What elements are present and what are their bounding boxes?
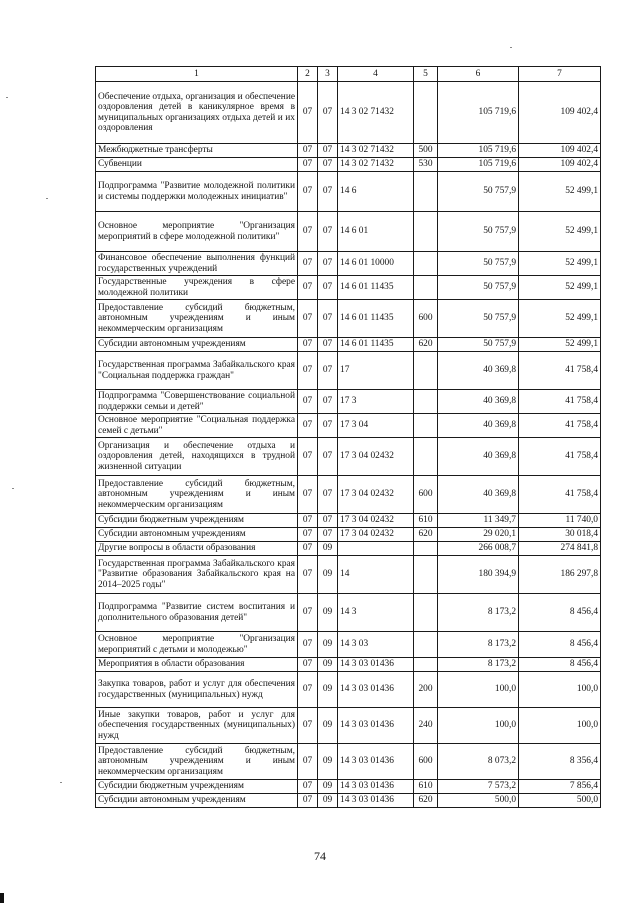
amount-year-2: 100,0: [519, 708, 601, 744]
row-name: Субсидии автономным учреждениям: [96, 528, 298, 542]
amount-year-2: 8 456,4: [519, 632, 601, 658]
amount-year-2: 109 402,4: [519, 158, 601, 172]
target-article-code: 17 3 04: [338, 414, 414, 438]
amount-year-2: 41 758,4: [519, 390, 601, 414]
subsection-code: 07: [318, 252, 338, 276]
column-header: 4: [338, 67, 414, 82]
table-row: [96, 414, 601, 438]
table-row: [96, 780, 601, 794]
expense-type-code: [414, 212, 438, 252]
target-article-code: 14 3 03 01436: [338, 780, 414, 794]
row-name: Государственная программа Забайкальского края "Развитие образования Забайкальского края на 2014–2025 годы": [96, 556, 298, 594]
table-row: [96, 300, 601, 338]
target-article-code: 14 3 03 01436: [338, 794, 414, 808]
amount-year-1: 8 173,2: [438, 594, 519, 632]
section-code: 07: [298, 438, 318, 476]
row-name: Субсидии бюджетным учреждениям: [96, 514, 298, 528]
amount-year-1: 50 757,9: [438, 252, 519, 276]
column-header: 2: [298, 67, 318, 82]
amount-year-2: 11 740,0: [519, 514, 601, 528]
amount-year-1: 11 349,7: [438, 514, 519, 528]
section-code: 07: [298, 276, 318, 300]
subsection-code: 07: [318, 172, 338, 212]
amount-year-1: 40 369,8: [438, 390, 519, 414]
amount-year-1: 8 173,2: [438, 658, 519, 672]
amount-year-1: 40 369,8: [438, 414, 519, 438]
amount-year-1: 8 173,2: [438, 632, 519, 658]
amount-year-2: 41 758,4: [519, 476, 601, 514]
section-code: 07: [298, 158, 318, 172]
table-row: [96, 352, 601, 390]
table-row: [96, 276, 601, 300]
row-name: Подпрограмма "Развитие молодежной политики и системы поддержки молодежных инициатив": [96, 172, 298, 212]
amount-year-2: 30 018,4: [519, 528, 601, 542]
target-article-code: 17 3 04 02432: [338, 514, 414, 528]
expense-type-code: [414, 658, 438, 672]
amount-year-1: 50 757,9: [438, 276, 519, 300]
amount-year-1: 29 020,1: [438, 528, 519, 542]
scan-speck: [46, 198, 48, 199]
amount-year-1: 40 369,8: [438, 476, 519, 514]
row-name: Иные закупки товаров, работ и услуг для обеспечения государственных (муниципальных) нужд: [96, 708, 298, 744]
target-article-code: [338, 542, 414, 556]
row-name: Закупка товаров, работ и услуг для обеспечения государственных (муниципальных) нужд: [96, 672, 298, 708]
expense-type-code: [414, 632, 438, 658]
table-row: [96, 658, 601, 672]
amount-year-1: 500,0: [438, 794, 519, 808]
target-article-code: 14 3 02 71432: [338, 144, 414, 158]
amount-year-2: 52 499,1: [519, 276, 601, 300]
table-row: [96, 82, 601, 144]
target-article-code: 14 3 03 01436: [338, 658, 414, 672]
amount-year-2: 52 499,1: [519, 172, 601, 212]
amount-year-2: 41 758,4: [519, 414, 601, 438]
section-code: 07: [298, 632, 318, 658]
target-article-code: 14 6 01: [338, 212, 414, 252]
amount-year-2: 8 456,4: [519, 658, 601, 672]
subsection-code: 07: [318, 276, 338, 300]
target-article-code: 14 3 03: [338, 632, 414, 658]
target-article-code: 17: [338, 352, 414, 390]
subsection-code: 07: [318, 528, 338, 542]
row-name: Финансовое обеспечение выполнения функций государственных учреждений: [96, 252, 298, 276]
subsection-code: 07: [318, 414, 338, 438]
amount-year-2: 500,0: [519, 794, 601, 808]
subsection-code: 09: [318, 556, 338, 594]
table-row: [96, 708, 601, 744]
subsection-code: 07: [318, 476, 338, 514]
table-row: [96, 252, 601, 276]
section-code: 07: [298, 594, 318, 632]
row-name: Субвенции: [96, 158, 298, 172]
section-code: 07: [298, 672, 318, 708]
subsection-code: 09: [318, 594, 338, 632]
row-name: Подпрограмма "Развитие систем воспитания и дополнительного образования детей": [96, 594, 298, 632]
subsection-code: 07: [318, 82, 338, 144]
expense-type-code: 610: [414, 780, 438, 794]
amount-year-2: 41 758,4: [519, 352, 601, 390]
table-header-row: [96, 67, 601, 82]
expense-type-code: [414, 82, 438, 144]
target-article-code: 14 6: [338, 172, 414, 212]
section-code: 07: [298, 794, 318, 808]
table-row: [96, 338, 601, 352]
section-code: 07: [298, 708, 318, 744]
section-code: 07: [298, 338, 318, 352]
row-name: Субсидии автономным учреждениям: [96, 338, 298, 352]
section-code: 07: [298, 542, 318, 556]
subsection-code: 07: [318, 158, 338, 172]
amount-year-1: 180 394,9: [438, 556, 519, 594]
subsection-code: 07: [318, 144, 338, 158]
table-row: [96, 794, 601, 808]
expense-type-code: [414, 352, 438, 390]
amount-year-1: 50 757,9: [438, 172, 519, 212]
column-header: 6: [438, 67, 519, 82]
page-number: 74: [314, 849, 326, 863]
amount-year-1: 100,0: [438, 708, 519, 744]
section-code: 07: [298, 212, 318, 252]
table-row: [96, 744, 601, 780]
subsection-code: 09: [318, 794, 338, 808]
target-article-code: 14 3 03 01436: [338, 744, 414, 780]
subsection-code: 09: [318, 744, 338, 780]
amount-year-1: 8 073,2: [438, 744, 519, 780]
table-row: [96, 542, 601, 556]
expense-type-code: [414, 542, 438, 556]
amount-year-2: 8 456,4: [519, 594, 601, 632]
amount-year-2: 100,0: [519, 672, 601, 708]
table-row: [96, 528, 601, 542]
table-row: [96, 556, 601, 594]
amount-year-1: 40 369,8: [438, 438, 519, 476]
amount-year-2: 109 402,4: [519, 82, 601, 144]
expense-type-code: 610: [414, 514, 438, 528]
target-article-code: 17 3: [338, 390, 414, 414]
row-name: Организация и обеспечение отдыха и оздоровления детей, находящихся в трудной жизненной ситуации: [96, 438, 298, 476]
target-article-code: 14 3 02 71432: [338, 158, 414, 172]
expense-type-code: 600: [414, 300, 438, 338]
section-code: 07: [298, 528, 318, 542]
target-article-code: 14 3 03 01436: [338, 708, 414, 744]
row-name: Государственная программа Забайкальского края "Социальная поддержка граждан": [96, 352, 298, 390]
scan-speck: [510, 47, 512, 48]
table-row: [96, 632, 601, 658]
section-code: 07: [298, 744, 318, 780]
section-code: 07: [298, 514, 318, 528]
section-code: 07: [298, 300, 318, 338]
section-code: 07: [298, 172, 318, 212]
expense-type-code: 620: [414, 794, 438, 808]
table-row: [96, 476, 601, 514]
section-code: 07: [298, 144, 318, 158]
budget-table: [95, 66, 601, 808]
amount-year-1: 105 719,6: [438, 158, 519, 172]
amount-year-2: 41 758,4: [519, 438, 601, 476]
row-name: Обеспечение отдыха, организация и обеспечение оздоровления детей в каникулярное время в муниципальных организациях отдыха детей и их оздоровления: [96, 82, 298, 144]
amount-year-1: 50 757,9: [438, 338, 519, 352]
target-article-code: 17 3 04 02432: [338, 438, 414, 476]
table-row: [96, 144, 601, 158]
amount-year-2: 274 841,8: [519, 542, 601, 556]
amount-year-1: 7 573,2: [438, 780, 519, 794]
row-name: Основное мероприятие "Социальная поддержка семей с детьми": [96, 414, 298, 438]
target-article-code: 14 6 01 11435: [338, 276, 414, 300]
amount-year-2: 109 402,4: [519, 144, 601, 158]
expense-type-code: [414, 390, 438, 414]
section-code: 07: [298, 476, 318, 514]
table-row: [96, 390, 601, 414]
amount-year-1: 40 369,8: [438, 352, 519, 390]
amount-year-2: 52 499,1: [519, 338, 601, 352]
section-code: 07: [298, 780, 318, 794]
row-name: Субсидии автономным учреждениям: [96, 794, 298, 808]
subsection-code: 09: [318, 658, 338, 672]
expense-type-code: [414, 172, 438, 212]
section-code: 07: [298, 352, 318, 390]
row-name: Государственные учреждения в сфере молодежной политики: [96, 276, 298, 300]
expense-type-code: 200: [414, 672, 438, 708]
amount-year-1: 105 719,6: [438, 82, 519, 144]
target-article-code: 14 3: [338, 594, 414, 632]
scan-speck: [12, 488, 14, 489]
expense-type-code: 620: [414, 528, 438, 542]
target-article-code: 14 3 02 71432: [338, 82, 414, 144]
section-code: 07: [298, 556, 318, 594]
subsection-code: 09: [318, 632, 338, 658]
subsection-code: 09: [318, 708, 338, 744]
subsection-code: 07: [318, 212, 338, 252]
row-name: Основное мероприятие "Организация мероприятий в сфере молодежной политики": [96, 212, 298, 252]
expense-type-code: [414, 276, 438, 300]
amount-year-2: 8 356,4: [519, 744, 601, 780]
target-article-code: 17 3 04 02432: [338, 528, 414, 542]
expense-type-code: 500: [414, 144, 438, 158]
amount-year-2: 52 499,1: [519, 300, 601, 338]
row-name: Предоставление субсидий бюджетным, автономным учреждениям и иным некоммерческим организациям: [96, 476, 298, 514]
target-article-code: 17 3 04 02432: [338, 476, 414, 514]
subsection-code: 07: [318, 390, 338, 414]
section-code: 07: [298, 82, 318, 144]
scan-edge-mark: [0, 893, 4, 903]
subsection-code: 09: [318, 780, 338, 794]
scan-speck: [6, 97, 8, 98]
scan-speck: [60, 782, 62, 783]
expense-type-code: [414, 414, 438, 438]
subsection-code: 07: [318, 300, 338, 338]
amount-year-1: 50 757,9: [438, 300, 519, 338]
row-name: Предоставление субсидий бюджетным, автономным учреждениям и иным некоммерческим организациям: [96, 744, 298, 780]
table-row: [96, 212, 601, 252]
section-code: 07: [298, 390, 318, 414]
expense-type-code: [414, 252, 438, 276]
expense-type-code: 530: [414, 158, 438, 172]
expense-type-code: [414, 438, 438, 476]
expense-type-code: 600: [414, 476, 438, 514]
subsection-code: 09: [318, 542, 338, 556]
expense-type-code: 620: [414, 338, 438, 352]
amount-year-2: 7 856,4: [519, 780, 601, 794]
row-name: Предоставление субсидий бюджетным, автономным учреждениям и иным некоммерческим организациям: [96, 300, 298, 338]
column-header: 7: [519, 67, 601, 82]
expense-type-code: 240: [414, 708, 438, 744]
table-row: [96, 438, 601, 476]
column-header: 3: [318, 67, 338, 82]
table-row: [96, 672, 601, 708]
target-article-code: 14 6 01 11435: [338, 300, 414, 338]
column-header: 1: [96, 67, 298, 82]
row-name: Межбюджетные трансферты: [96, 144, 298, 158]
subsection-code: 09: [318, 672, 338, 708]
amount-year-2: 186 297,8: [519, 556, 601, 594]
amount-year-1: 105 719,6: [438, 144, 519, 158]
expense-type-code: 600: [414, 744, 438, 780]
section-code: 07: [298, 252, 318, 276]
expense-type-code: [414, 556, 438, 594]
row-name: Другие вопросы в области образования: [96, 542, 298, 556]
section-code: 07: [298, 414, 318, 438]
column-header: 5: [414, 67, 438, 82]
row-name: Мероприятия в области образования: [96, 658, 298, 672]
target-article-code: 14: [338, 556, 414, 594]
target-article-code: 14 6 01 10000: [338, 252, 414, 276]
row-name: Субсидии бюджетным учреждениям: [96, 780, 298, 794]
section-code: 07: [298, 658, 318, 672]
table-row: [96, 514, 601, 528]
row-name: Подпрограмма "Совершенствование социальной поддержки семьи и детей": [96, 390, 298, 414]
subsection-code: 07: [318, 514, 338, 528]
subsection-code: 07: [318, 438, 338, 476]
table-row: [96, 158, 601, 172]
amount-year-1: 50 757,9: [438, 212, 519, 252]
amount-year-2: 52 499,1: [519, 212, 601, 252]
target-article-code: 14 6 01 11435: [338, 338, 414, 352]
amount-year-1: 266 008,7: [438, 542, 519, 556]
amount-year-1: 100,0: [438, 672, 519, 708]
target-article-code: 14 3 03 01436: [338, 672, 414, 708]
table-row: [96, 594, 601, 632]
table-row: [96, 172, 601, 212]
subsection-code: 07: [318, 352, 338, 390]
row-name: Основное мероприятие "Организация мероприятий с детьми и молодежью": [96, 632, 298, 658]
expense-type-code: [414, 594, 438, 632]
subsection-code: 07: [318, 338, 338, 352]
amount-year-2: 52 499,1: [519, 252, 601, 276]
